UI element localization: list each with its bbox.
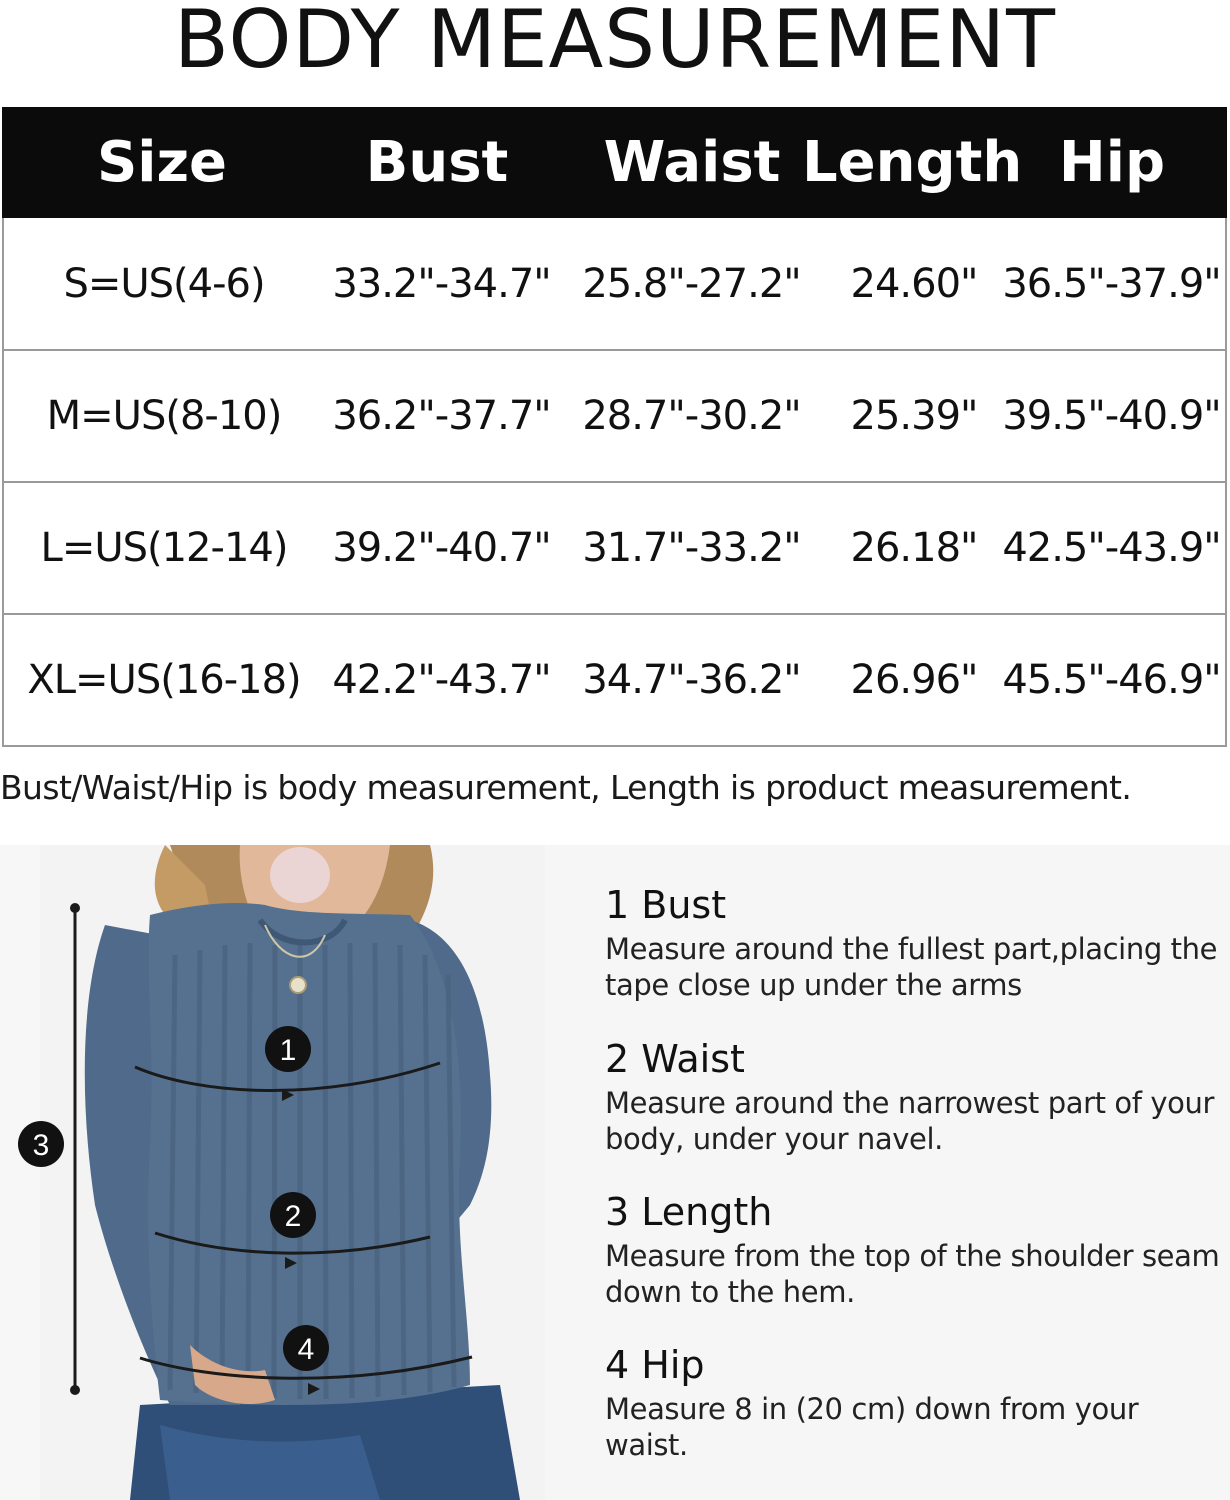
marker-1-icon xyxy=(265,1026,311,1072)
guide-description: Measure around the narrowest part of your body, under your navel. xyxy=(605,1086,1214,1156)
cell-length: 25.39" xyxy=(850,393,978,439)
header-waist: Waist xyxy=(603,130,781,195)
header-hip: Hip xyxy=(1058,130,1166,195)
cell-size: L=US(12-14) xyxy=(40,525,288,571)
guide-title: 2 Waist xyxy=(605,1037,745,1081)
cell-bust: 42.2"-43.7" xyxy=(332,657,551,703)
cell-bust: 36.2"-37.7" xyxy=(332,393,551,439)
marker-3-icon xyxy=(18,1121,64,1167)
header-bust: Bust xyxy=(365,130,509,195)
guide-item-waist xyxy=(605,1037,1225,1157)
page-title: BODY MEASUREMENT xyxy=(173,0,1056,86)
cell-hip: 45.5"-46.9" xyxy=(1002,657,1221,703)
measurement-guide xyxy=(545,845,1230,1500)
cell-hip: 39.5"-40.9" xyxy=(1002,393,1221,439)
measurement-note: Bust/Waist/Hip is body measurement, Length is product measurement. xyxy=(0,768,1132,807)
table-body xyxy=(2,218,1227,747)
table-row xyxy=(4,218,1225,349)
cell-size: S=US(4-6) xyxy=(63,260,265,307)
model-illustration xyxy=(0,845,545,1500)
cell-bust: 33.2"-34.7" xyxy=(332,260,551,307)
cell-size: XL=US(16-18) xyxy=(27,657,301,703)
cell-length: 24.60" xyxy=(850,260,978,307)
cell-waist: 28.7"-30.2" xyxy=(582,393,801,439)
header-size: Size xyxy=(96,130,228,195)
svg-text:3: 3 xyxy=(32,1129,50,1162)
guide-item-hip xyxy=(605,1343,1225,1463)
cell-length: 26.96" xyxy=(850,657,978,703)
marker-4-icon xyxy=(283,1325,329,1371)
guide-title: 3 Length xyxy=(605,1190,773,1234)
guide-description: Measure 8 in (20 cm) down from your waist. xyxy=(605,1392,1139,1462)
marker-2-icon xyxy=(270,1192,316,1238)
svg-text:2: 2 xyxy=(284,1200,302,1233)
table-row xyxy=(4,481,1225,613)
svg-text:1: 1 xyxy=(279,1034,297,1067)
size-chart-table xyxy=(2,107,1227,747)
cell-hip: 42.5"-43.9" xyxy=(1002,525,1221,571)
cell-length: 26.18" xyxy=(850,525,978,571)
cell-bust: 39.2"-40.7" xyxy=(332,525,551,571)
cell-size: M=US(8-10) xyxy=(46,393,282,439)
table-row xyxy=(4,613,1225,745)
guide-description: Measure around the fullest part,placing the tape close up under the arms xyxy=(605,932,1218,1002)
svg-text:4: 4 xyxy=(297,1333,315,1366)
guide-description: Measure from the top of the shoulder seam down to the hem. xyxy=(605,1239,1220,1309)
table-row xyxy=(4,349,1225,481)
cell-waist: 31.7"-33.2" xyxy=(582,525,801,571)
guide-title: 4 Hip xyxy=(605,1343,705,1387)
model-illustration-panel xyxy=(0,845,545,1500)
cell-waist: 25.8"-27.2" xyxy=(582,260,801,307)
guide-item-bust xyxy=(605,883,1225,1003)
table-header xyxy=(2,107,1227,218)
guide-item-length xyxy=(605,1190,1225,1310)
cell-waist: 34.7"-36.2" xyxy=(582,657,801,703)
guide-title: 1 Bust xyxy=(605,883,727,927)
cell-hip: 36.5"-37.9" xyxy=(1002,260,1221,307)
header-length: Length xyxy=(802,130,1023,195)
